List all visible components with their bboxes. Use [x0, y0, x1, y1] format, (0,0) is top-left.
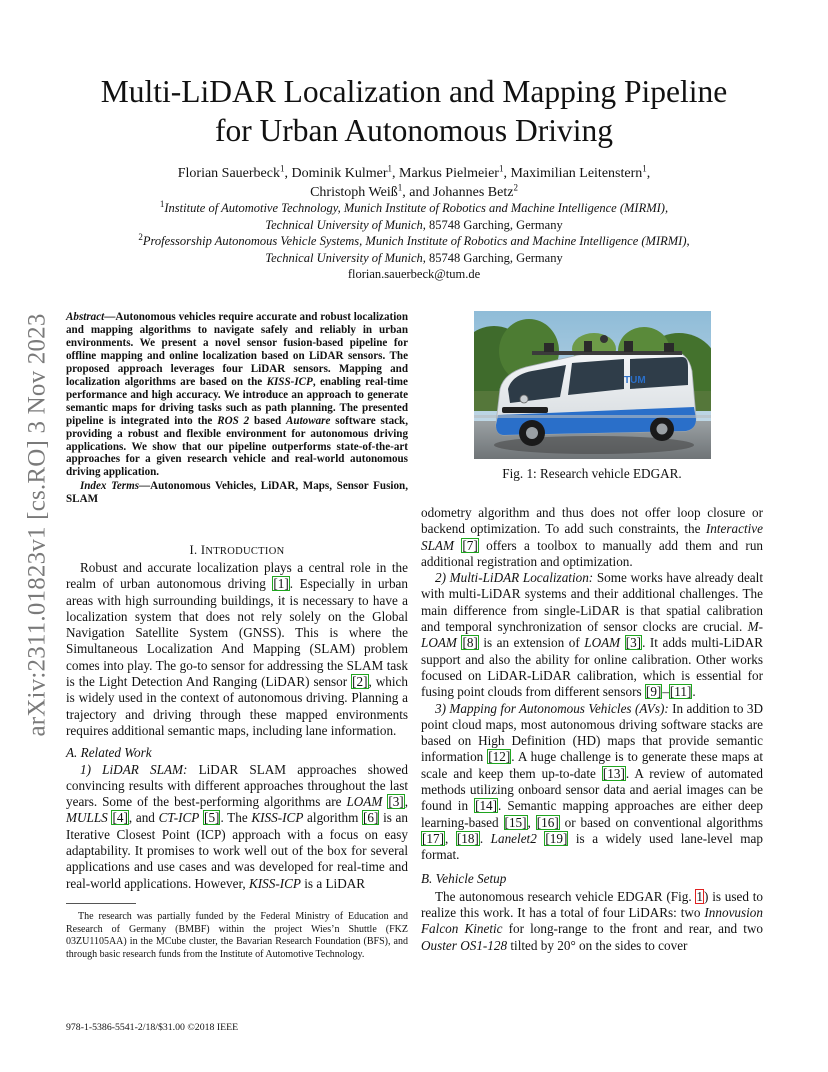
citation-link[interactable]: [5]: [204, 810, 220, 826]
author-list: [80, 164, 748, 202]
author-affil-mark: 1: [642, 163, 647, 174]
method-name: Interactive SLAM: [421, 521, 763, 553]
author-name: Markus Pielmeier: [399, 166, 499, 181]
figure-research-vehicle: [474, 311, 711, 459]
text: .: [692, 684, 696, 700]
affiliation-text: Institute of Automotive Technology, Munich Institute of Robotics and Machine Intelligence (MIRMI),: [164, 201, 669, 215]
citation-link[interactable]: [3]: [625, 635, 642, 651]
abstract-text: , enabling real-time performance and high accuracy. We introduce an approach to generate semantic maps for driving tasks such as path planning. The presented pipeline is integrated into the: [66, 375, 408, 427]
method-name: LOAM: [346, 794, 383, 810]
authors-line-2: Christoph Weiß$^1$, and Johannes Betz$^2$: [310, 182, 518, 200]
abstract-text: —Autonomous vehicles require accurate and robust localization and mapping algorithms to navigate safely and reliably in urban environments. We present a novel sensor fusion-based pipeline for offline mapping and online localization based on LiDAR sensors. The proposed approach leverages four LiDAR sensors. Mapping and localization algorithms are based on the: [66, 311, 408, 388]
text: In addition to 3D point cloud maps, most autonomous driving software stacks are based on High Definition (HD) maps that provide semantic information: [421, 700, 763, 765]
abstract-kiss-icp: KISS-ICP: [266, 375, 313, 388]
abstract-ros2: ROS 2: [217, 414, 250, 427]
abstract-text: based: [249, 414, 287, 427]
affiliation-city: 85748 Garching, Germany: [425, 250, 563, 265]
affiliation-text: Professorship Autonomous Vehicle Systems, Munich Institute of Robotics and Machine Intelligence (MIRMI),: [142, 234, 690, 249]
text: ,: [527, 814, 536, 830]
paragraph: [421, 701, 763, 864]
text: . Especially in urban areas with high surrounding buildings, it is necessary to have a localization system that does not rely solely on the Global Navigation Satellite System (GNSS). This is where the Simultaneous Localization And Mapping (SLAM) problem comes into play. The go-to sensor for addressing the SLAM task is the Light Detection And Ranging (LiDAR) sensor: [66, 576, 408, 690]
text: ,: [444, 830, 456, 846]
citation-link[interactable]: [19]: [545, 830, 568, 846]
index-terms-text: —Autonomous Vehicles, LiDAR, Maps, Sensor Fusion, SLAM: [66, 480, 408, 506]
affiliation-2-location: [80, 250, 748, 267]
section-title-initial: I: [200, 543, 206, 557]
citation-link[interactable]: [2]: [352, 674, 368, 690]
introduction-body: [66, 560, 408, 892]
section-title-rest: NTRODUCTION: [205, 546, 285, 557]
method-name: CT-ICP: [158, 810, 200, 826]
abstract-text: software stack, providing a robust and flexible environment for autonomous driving applications. We show that our pipeline outperforms state-of-the-art approaches for a given research vehicle and real-world autonomous driving application.: [66, 414, 408, 479]
paragraph: [66, 560, 408, 739]
text: . A huge challenge is to generate these maps at scale and keep them up-to-date: [421, 749, 764, 781]
author-affil-mark: 1: [279, 163, 285, 174]
abstract-body: [66, 311, 408, 479]
footnote-text: The research was partially funded by the Federal Ministry of Education and Research of Germany (BMBF) within the project Wies’n Shuttle (FKZ 03ZU1105AA) in the MCube cluster, the Bavarian Research Foundation (BFS), and through basic research funds from the Institute of Automotive Technology.: [66, 911, 408, 960]
text: is a LiDAR: [300, 875, 366, 891]
citation-link[interactable]: [7]: [462, 537, 478, 553]
affiliation-university: Technical University of Munich,: [265, 217, 426, 232]
paragraph: 1) LiDAR SLAM: LiDAR SLAM approaches showed convincing results with different approaches throughout the last years. Some of the best-performing algorithms are LOAM [3], MULLS [4], and CT-ICP [5]. The KISS-ICP algorithm [6] is an Iterative Closest Point (ICP) approach with a focus on easy adaptability. It promises to work well out of the box for several applications and use cases and was developed for real-time and real-world applications. However, KISS-ICP is a LiDAR: [66, 761, 409, 891]
affiliation-university: Technical University of Munich,: [265, 250, 426, 265]
citation-link[interactable]: [4]: [112, 810, 128, 826]
affiliation-1-location: [80, 217, 748, 234]
text: , and: [128, 810, 159, 826]
figure-link[interactable]: 1: [696, 888, 704, 904]
text: is an Iterative Closest Point (ICP) approach with a focus on easy adaptability. It promises to work well out of the box for several applications and use cases and was developed for real-time and real-world applications. However,: [66, 810, 409, 891]
text: odometry algorithm and thus does not offer loop closure or backend optimization. To add such constraints, the: [421, 505, 763, 537]
paragraph-heading: 2) Multi-LiDAR Localization:: [435, 570, 594, 586]
text: . It adds multi-LiDAR support and also the ability for online calibration. Other works focused on LiDAR-LiDAR calibration, which is essential for fusing point clouds from different sensors: [421, 635, 763, 700]
funding-footnote: [66, 911, 408, 961]
text: .: [479, 830, 491, 846]
paragraph: [421, 505, 763, 570]
author-affil-mark: 1: [397, 182, 403, 193]
affil-mark: 2: [138, 232, 143, 243]
paragraph-heading: 3) Mapping for Autonomous Vehicles (AVs):: [435, 700, 669, 716]
citation-link[interactable]: [6]: [363, 810, 379, 826]
figure-caption: Fig. 1: Research vehicle EDGAR.: [502, 466, 682, 481]
method-name: LOAM: [584, 635, 621, 651]
citation-link[interactable]: [1]: [273, 576, 289, 592]
contact-email[interactable]: florian.sauerbeck@tum.de: [347, 267, 481, 282]
paragraph-heading: 1) LiDAR SLAM:: [80, 761, 188, 777]
abstract-autoware: Autoware: [286, 414, 331, 427]
footnote-rule: [66, 903, 136, 904]
abstract-label: Abstract: [66, 311, 105, 323]
paper-title: [60, 72, 768, 150]
index-terms: [66, 480, 408, 506]
text: –: [662, 684, 669, 700]
arxiv-id-text: arXiv:2311.01823v1 [cs.RO] 3 Nov 2023: [24, 313, 52, 737]
title-line-2: for Urban Autonomous Driving: [214, 113, 614, 148]
sensor-name: Ouster OS1-128: [421, 937, 508, 953]
arxiv-sidebar-stamp: [20, 290, 56, 760]
author-affil-mark: 2: [513, 182, 518, 193]
right-column-body: [421, 505, 763, 954]
method-name: Lanelet2: [490, 830, 537, 846]
index-terms-label: Index Terms: [79, 480, 140, 493]
text: The autonomous research vehicle EDGAR (Fig.: [435, 888, 696, 904]
text: LiDAR SLAM approaches showed convincing results with different approaches throughout the last years. Some of the best-performing algorithms are: [66, 761, 408, 810]
section-heading-introduction: [66, 543, 408, 558]
author-name: Florian Sauerbeck: [177, 166, 280, 181]
affiliation-1: [80, 200, 748, 217]
author-name: Maximilian Leitenstern: [510, 166, 643, 181]
text: for long-range to the front and rear, and two: [502, 921, 763, 937]
paragraph: [421, 570, 763, 700]
citation-link[interactable]: [14]: [475, 798, 498, 814]
subsection-heading-related-work: A. Related Work: [66, 745, 152, 761]
isbn-copyright: 978-1-5386-5541-2/18/$31.00 ©2018 IEEE: [66, 1022, 239, 1033]
affiliation-2: [80, 233, 748, 250]
abstract: [66, 311, 408, 506]
affil-mark: 1: [159, 198, 165, 209]
van-logo: TUM: [624, 375, 646, 386]
text: . The: [220, 810, 252, 826]
method-name: M-LOAM: [421, 619, 763, 651]
author-affil-mark: 1: [498, 163, 504, 174]
section-number: I.: [189, 543, 201, 557]
citation-link[interactable]: [13]: [602, 765, 625, 781]
text: Some works have already dealt with multi-LiDAR systems and their additional challenges. The main difference from single-LiDAR is that spatial calibration and temporal synchronization of sensor clocks are crucial.: [421, 570, 763, 635]
author-name: Dominik Kulmer: [291, 166, 388, 181]
text: offers a toolbox to manually add them and run additional registration and optimization.: [421, 537, 764, 569]
text: . A review of automated methods utilizing onboard sensor data and aerial images can be found in: [421, 765, 763, 814]
paragraph: [421, 889, 763, 954]
text: tilted by 20° on the sides to cover: [507, 937, 688, 953]
text: is an extension of: [478, 635, 585, 651]
text: . Semantic mapping approaches are either deep learning-based: [421, 798, 763, 830]
authors-line-1: Florian Sauerbeck$^1$, Dominik Kulmer$^1$, Markus Pielmeier$^1$, Maximilian Leitenstern$^1$,: [177, 163, 651, 181]
author-name: Christoph Weiß: [310, 185, 398, 200]
citation-link[interactable]: [17]: [422, 830, 444, 846]
citation-link[interactable]: [18]: [456, 830, 479, 846]
affiliation-city: 85748 Garching, Germany: [425, 217, 563, 232]
citation-link[interactable]: [3]: [388, 794, 404, 810]
citation-link[interactable]: [9]: [645, 684, 662, 700]
text: or based on conventional algorithms: [559, 814, 764, 830]
method-name: MULLS: [66, 810, 108, 826]
citation-link[interactable]: [12]: [488, 749, 511, 765]
citation-link[interactable]: [15]: [504, 814, 527, 830]
text: ) is used to realize this work. It has a total of four LiDARs: two: [421, 888, 764, 921]
citation-link[interactable]: [11]: [669, 684, 692, 700]
citation-link[interactable]: [8]: [462, 635, 478, 651]
sensor-name: Innovusion Falcon Kinetic: [421, 905, 763, 937]
subsection-heading-vehicle-setup: B. Vehicle Setup: [421, 870, 507, 886]
author-affil-mark: 1: [387, 163, 393, 174]
method-name: KISS-ICP: [251, 810, 304, 826]
citation-link[interactable]: [16]: [536, 814, 559, 830]
text: algorithm: [303, 810, 363, 826]
affiliations: [80, 200, 748, 283]
title-line-1: Multi-LiDAR Localization and Mapping Pipeline: [100, 74, 728, 109]
author-name: and Johannes Betz: [409, 185, 514, 200]
vehicle-photo: [474, 311, 711, 459]
text: is a widely used lane-level map format.: [421, 830, 764, 863]
text: , which is widely used in the context of autonomous driving. Planning a trajectory and driving through these mapped environments requires additional semantic maps, including lane information.: [66, 674, 408, 738]
text: Robust and accurate localization plays a central role in the realm of urban autonomous driving: [66, 560, 408, 592]
method-name: KISS-ICP: [248, 875, 301, 891]
